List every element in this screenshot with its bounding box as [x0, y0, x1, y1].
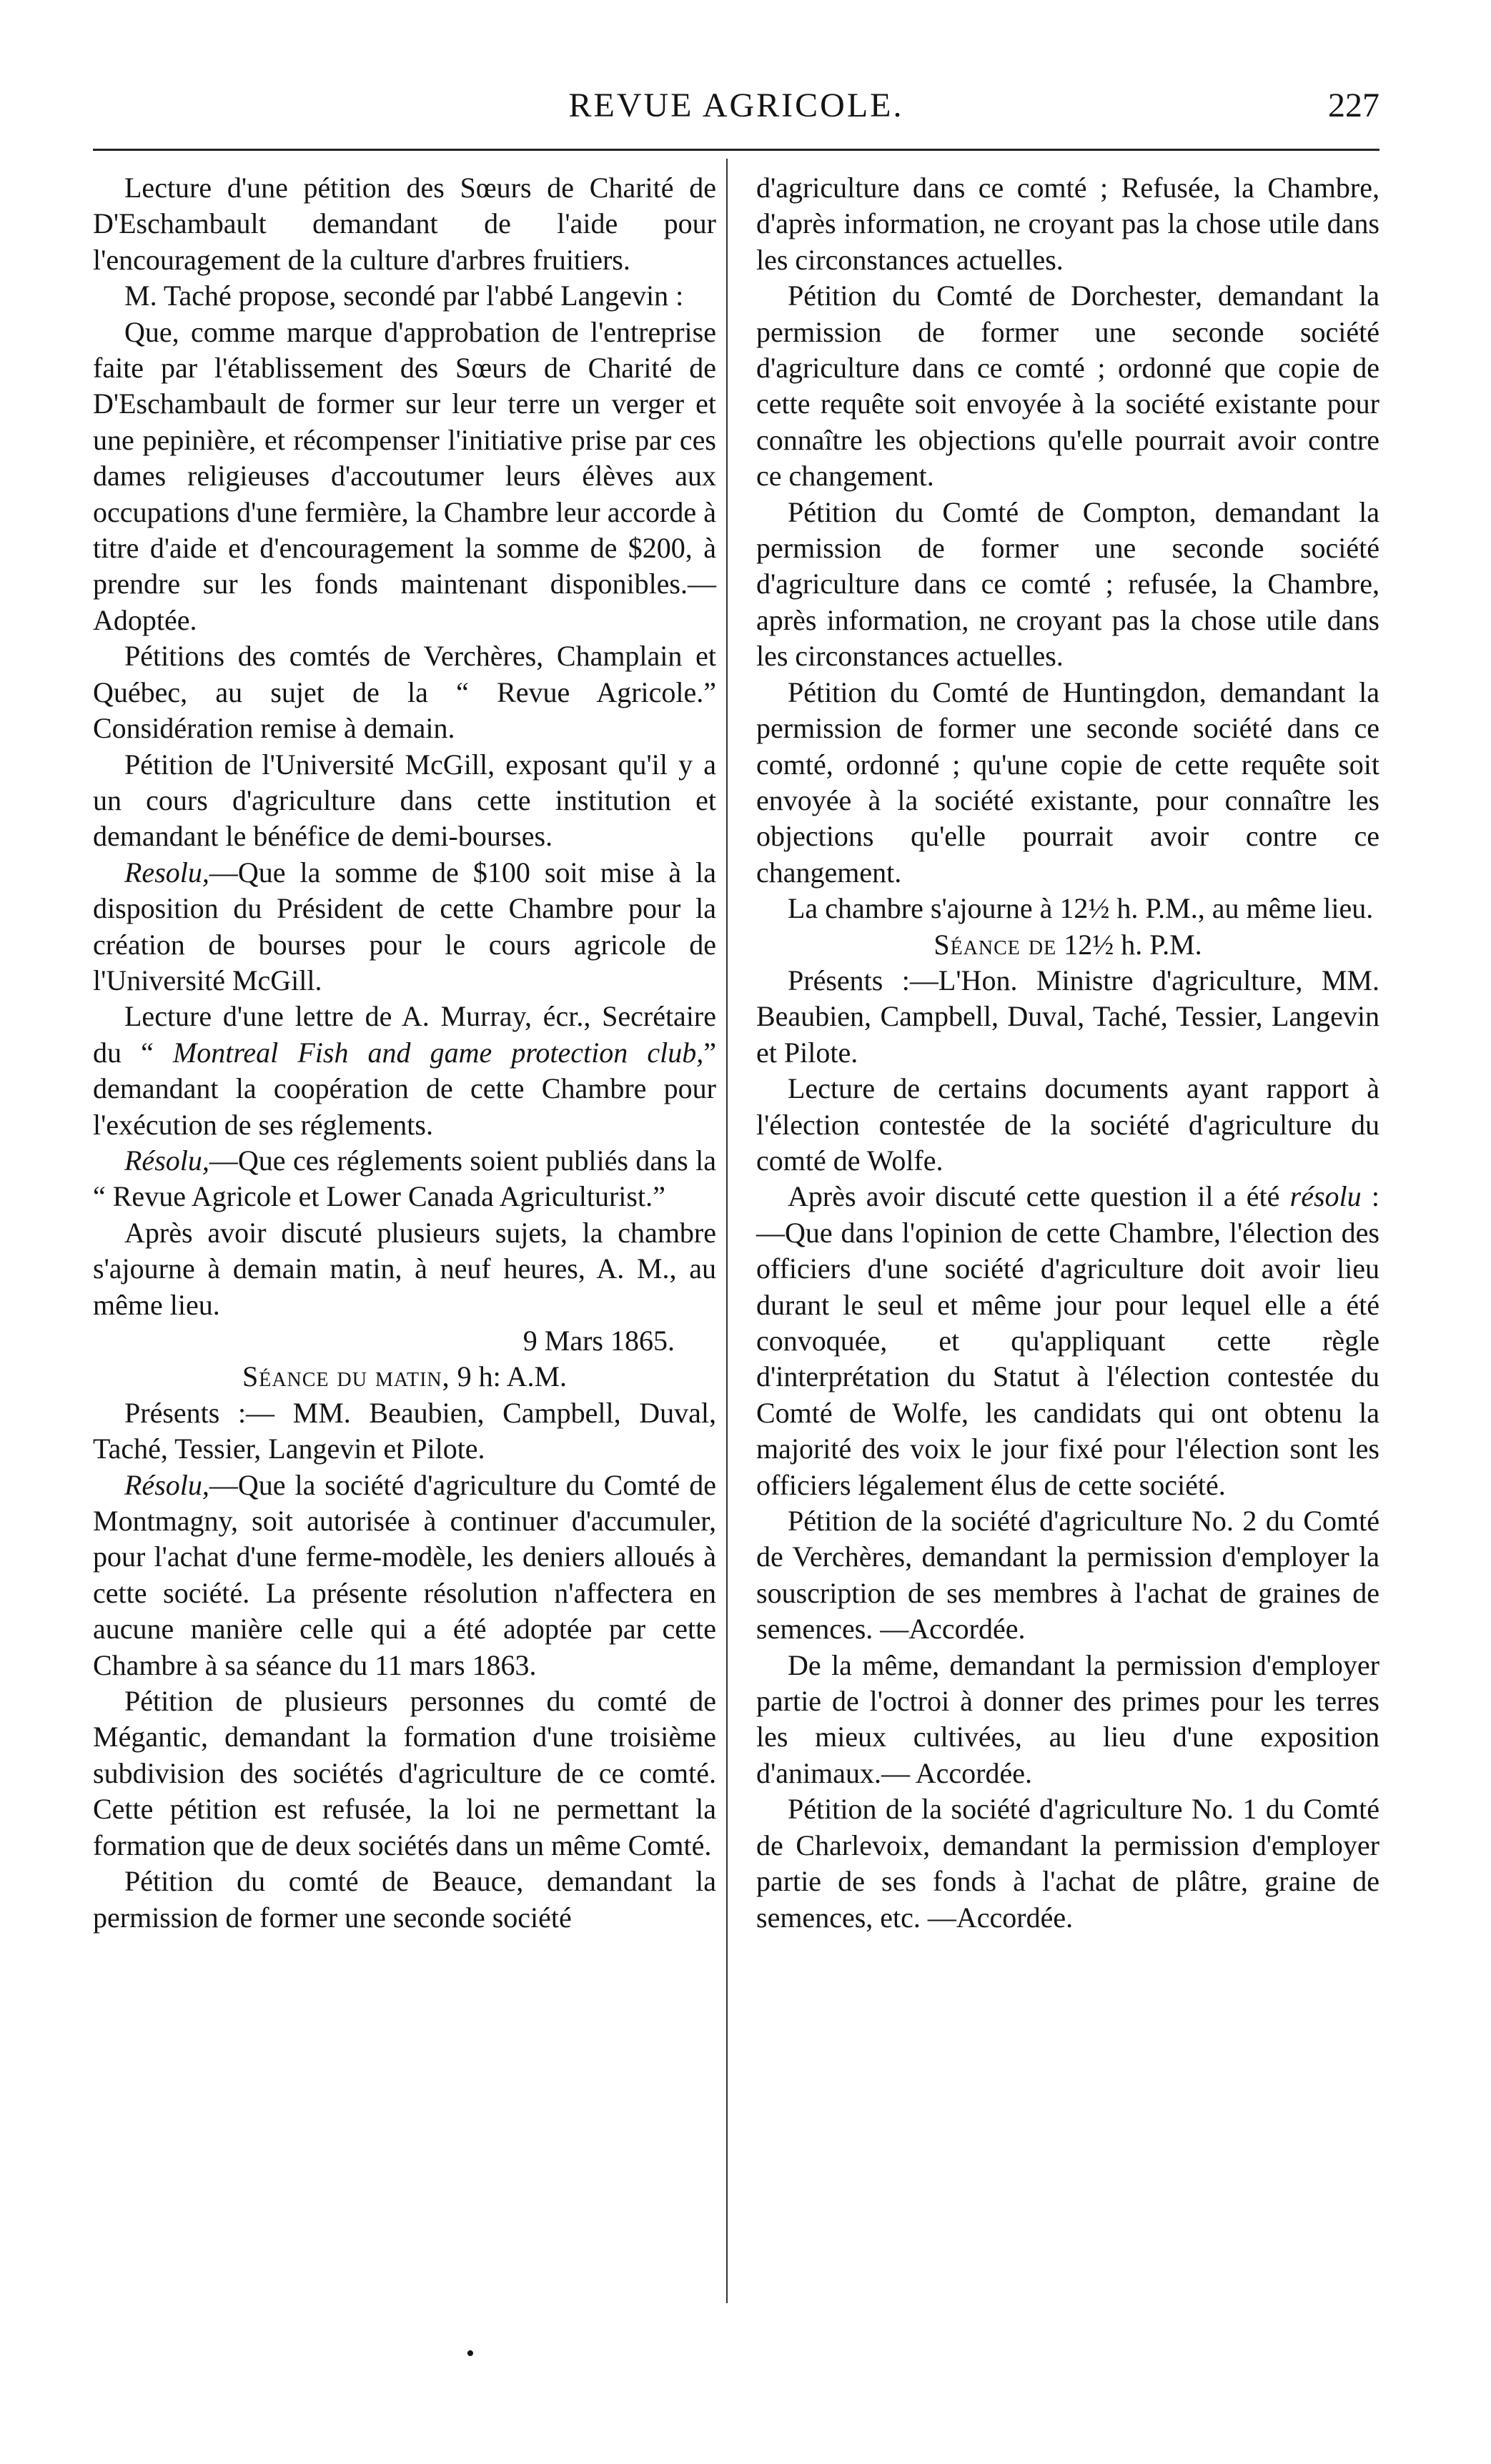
paragraph-text: —Que la société d'agriculture du Comté de Montmagny, soit autorisée à continuer d'accumuler, pour l'achat d'une ferme-modèle, les deniers alloués à cette société. La présente résolution n'affectera en aucune manière celle qui a été adoptée par cette Chambre à sa séance du 11 mars 1863.: [93, 1468, 716, 1681]
heading-rest: 12½ h. P.M.: [1056, 928, 1202, 961]
section-heading: [756, 927, 1379, 963]
paragraph: Pétition du Comté de Huntingdon, demandant la permission de former une seconde société dans ce comté, ordonné ; qu'une copie de cette requête soit envoyée à la société existante, pour connaître les objections qu'elle pourrait avoir contre ce changement.: [756, 676, 1379, 889]
italic-term: Résolu,: [124, 1468, 209, 1501]
italic-term: résolu: [1289, 1180, 1362, 1213]
italic-term: Résolu,: [124, 1144, 209, 1177]
paragraph: Présents :— MM. Beaubien, Campbell, Duval, Taché, Tessier, Langevin et Pilote.: [93, 1396, 716, 1465]
italic-term: Resolu,: [124, 856, 209, 889]
paragraph: Pétition du comté de Beauce, demandant la permission de former une seconde société: [93, 1865, 716, 1934]
paragraph-text: Lecture d'une lettre de A. Murray, écr., Secrétaire du “: [93, 1000, 716, 1069]
column-divider: [726, 159, 728, 2303]
paragraph: d'agriculture dans ce comté ; Refusée, la Chambre, d'après information, ne croyant pas la chose utile dans les circonstances actuelles.: [756, 172, 1379, 276]
heading-smallcaps: Séance du matin,: [242, 1360, 450, 1393]
paragraph: Lecture d'une pétition des Sœurs de Charité de D'Eschambault demandant de l'aide pour l'encouragement de la culture d'arbres fruitiers.: [93, 172, 716, 276]
paragraph: M. Taché propose, secondé par l'abbé Langevin :: [124, 279, 684, 312]
italic-term: Montreal Fish and game protection club,: [172, 1036, 704, 1069]
paragraph: Présents :—L'Hon. Ministre d'agriculture, MM. Beaubien, Campbell, Duval, Taché, Tessier, Langevin et Pilote.: [756, 964, 1379, 1069]
heading-rest: 9 h: A.M.: [450, 1360, 568, 1393]
page-header: [93, 86, 1379, 143]
right-column: [756, 170, 1379, 1936]
heading-smallcaps: Séance de: [933, 928, 1057, 961]
paragraph: Pétition de la société d'agriculture No. 2 du Comté de Verchères, demandant la permission d'employer la souscription de ses membres à l'achat de graines de semences. —Accordée.: [756, 1505, 1379, 1646]
section-heading: [93, 1359, 716, 1395]
date-line: 9 Mars 1865.: [522, 1325, 675, 1357]
paragraph: [93, 1143, 716, 1215]
paragraph: Pétition de l'Université McGill, exposant qu'il y a un cours d'agriculture dans cette institution et demandant le bénéfice de demi-bourses.: [93, 748, 716, 853]
paragraph-text: :—Que dans l'opinion de cette Chambre, l'élection des officiers d'une société d'agriculture doit avoir lieu durant le seul et même jour pour lequel elle a été convoquée, et qu'appliquant cette règle d'interprétation du Statut à l'élection contestée du Comté de Wolfe, les candidats qui ont obtenu la majorité des voix le jour fixé pour l'élection sont les officiers légalement élus de cette société.: [756, 1180, 1379, 1501]
paragraph: Après avoir discuté plusieurs sujets, la chambre s'ajourne à demain matin, à neuf heures, A. M., au même lieu.: [93, 1216, 716, 1321]
paragraph-text: —Que ces réglements soient publiés dans la “ Revue Agricole et Lower Canada Agriculturist.”: [93, 1144, 716, 1213]
paragraph: [756, 1179, 1379, 1503]
paragraph: De la même, demandant la permission d'employer partie de l'octroi à donner des primes pour les terres les mieux cultivées, au lieu d'une exposition d'animaux.— Accordée.: [756, 1648, 1379, 1789]
paragraph: La chambre s'ajourne à 12½ h. P.M., au même lieu.: [788, 892, 1374, 925]
paragraph: Que, comme marque d'approbation de l'entreprise faite par l'établissement des Sœurs de Charité de D'Eschambault de former sur leur terre un verger et une pepinière, et récompenser l'initiative prise par ces dames religieuses d'accoutumer leurs élèves aux occupations d'une fermière, la Chambre leur accorde à titre d'aide et d'encouragement la somme de $200, à prendre sur les fonds maintenant disponibles.— Adoptée.: [93, 315, 716, 636]
paragraph: Pétition de la société d'agriculture No. 1 du Comté de Charlevoix, demandant la permission d'employer partie de ses fonds à l'achat de plâtre, graine de semences, etc. —Accordée.: [756, 1793, 1379, 1934]
page-number: 227: [1328, 86, 1379, 124]
paragraph-text: ” demandant la coopération de cette Chambre pour l'exécution de ses réglements.: [93, 1036, 716, 1141]
paragraph: [93, 855, 716, 999]
paragraph: Pétition du Comté de Dorchester, demandant la permission de former une seconde société d'agriculture dans ce comté ; ordonné que copie de cette requête soit envoyée à la société existante pour connaître les objections qu'elle pourrait avoir contre ce changement.: [756, 279, 1379, 493]
paragraph: [93, 1468, 716, 1683]
paragraph: Pétition de plusieurs personnes du comté de Mégantic, demandant la formation d'une troisième subdivision des sociétés d'agriculture de ce comté. Cette pétition est refusée, la loi ne permettant la formation que de deux sociétés dans un même Comté.: [93, 1685, 716, 1861]
header-rule: [93, 149, 1379, 151]
paragraph: Pétition du Comté de Compton, demandant la permission de former une seconde société d'agriculture dans ce comté ; refusée, la Chambre, après information, ne croyant pas la chose utile dans les circonstances actuelles.: [756, 495, 1379, 673]
left-column: [93, 170, 716, 1936]
paragraph: Pétitions des comtés de Verchères, Champlain et Québec, au sujet de la “ Revue Agricole.” Considération remise à demain.: [93, 640, 716, 745]
footer-mark: •: [466, 2340, 475, 2367]
paragraph-text: Après avoir discuté cette question il a été: [788, 1180, 1290, 1213]
running-head: REVUE AGRICOLE.: [568, 86, 904, 124]
paragraph: [93, 999, 716, 1143]
paragraph-text: —Que la somme de $100 soit mise à la disposition du Président de cette Chambre pour la création de bourses pour le cours agricole de l'Université McGill.: [93, 856, 716, 996]
paragraph: Lecture de certains documents ayant rapport à l'élection contestée de la société d'agriculture du comté de Wolfe.: [756, 1072, 1379, 1177]
